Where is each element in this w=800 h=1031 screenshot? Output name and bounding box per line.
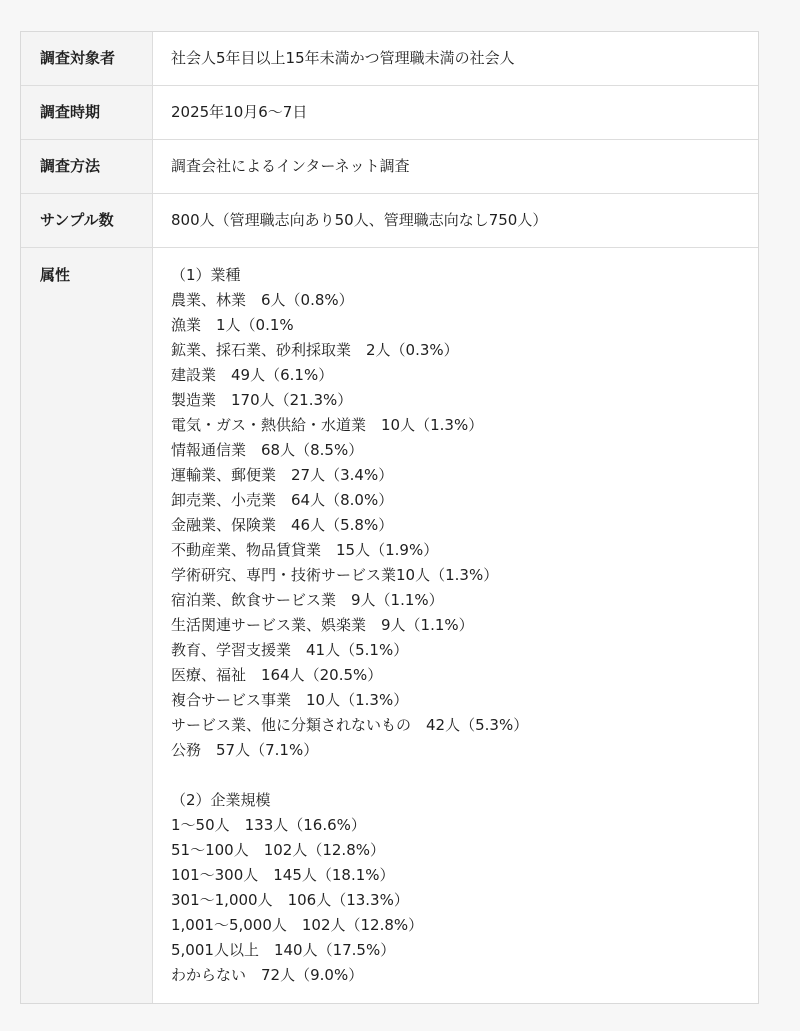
attribute-item: 宿泊業、飲食サービス業 9人（1.1%）: [171, 591, 444, 609]
table-row-sample-size: [21, 194, 758, 248]
attribute-item: 漁業 1人（0.1%: [171, 316, 294, 334]
attribute-section-industry: [171, 263, 746, 763]
attribute-item: 製造業 170人（21.3%）: [171, 391, 353, 409]
row-label-period: 調査時期: [21, 86, 153, 139]
table-row-target: [21, 32, 758, 86]
attribute-item: 情報通信業 68人（8.5%）: [171, 441, 364, 459]
attribute-item: 51〜100人 102人（12.8%）: [171, 841, 385, 859]
attribute-item: 学術研究、専門・技術サービス業10人（1.3%）: [171, 566, 499, 584]
row-value-target: 社会人5年目以上15年未満かつ管理職未満の社会人: [171, 49, 515, 67]
row-value-method: 調査会社によるインターネット調査: [171, 157, 410, 175]
row-value-attributes: [153, 248, 758, 1003]
row-label-method: 調査方法: [21, 140, 153, 193]
attribute-item: 複合サービス事業 10人（1.3%）: [171, 691, 409, 709]
attribute-item: 5,001人以上 140人（17.5%）: [171, 941, 396, 959]
row-value-sample-size: 800人（管理職志向あり50人、管理職志向なし750人）: [171, 211, 548, 229]
attribute-item-list: [171, 288, 746, 763]
attribute-section-heading: （2）企業規模: [171, 791, 271, 809]
row-label-attributes: 属性: [21, 248, 153, 1003]
survey-info-table: [20, 31, 759, 1004]
attribute-item: 教育、学習支援業 41人（5.1%）: [171, 641, 409, 659]
attribute-item: 1,001〜5,000人 102人（12.8%）: [171, 916, 424, 934]
attribute-item: 公務 57人（7.1%）: [171, 741, 319, 759]
attribute-item: 運輸業、郵便業 27人（3.4%）: [171, 466, 394, 484]
attribute-item: サービス業、他に分類されないもの 42人（5.3%）: [171, 716, 529, 734]
row-label-sample-size: サンプル数: [21, 194, 153, 247]
row-label-target: 調査対象者: [21, 32, 153, 85]
attribute-item-list: [171, 813, 746, 988]
attribute-item: わからない 72人（9.0%）: [171, 966, 364, 984]
attribute-item: 301〜1,000人 106人（13.3%）: [171, 891, 409, 909]
attribute-item: 農業、林業 6人（0.8%）: [171, 291, 354, 309]
attribute-section-company-size: [171, 788, 746, 988]
attribute-item: 建設業 49人（6.1%）: [171, 366, 334, 384]
attribute-item: 卸売業、小売業 64人（8.0%）: [171, 491, 394, 509]
attribute-item: 101〜300人 145人（18.1%）: [171, 866, 395, 884]
row-value-period: 2025年10月6〜7日: [171, 103, 308, 121]
attribute-item: 1〜50人 133人（16.6%）: [171, 816, 366, 834]
attribute-item: 電気・ガス・熱供給・水道業 10人（1.3%）: [171, 416, 484, 434]
attribute-item: 金融業、保険業 46人（5.8%）: [171, 516, 394, 534]
attribute-section-heading: （1）業種: [171, 266, 241, 284]
attribute-item: 不動産業、物品賃貸業 15人（1.9%）: [171, 541, 439, 559]
attribute-item: 鉱業、採石業、砂利採取業 2人（0.3%）: [171, 341, 459, 359]
table-row-period: [21, 86, 758, 140]
table-row-attributes: [21, 248, 758, 1003]
attribute-item: 医療、福祉 164人（20.5%）: [171, 666, 383, 684]
table-row-method: [21, 140, 758, 194]
attribute-item: 生活関連サービス業、娯楽業 9人（1.1%）: [171, 616, 474, 634]
